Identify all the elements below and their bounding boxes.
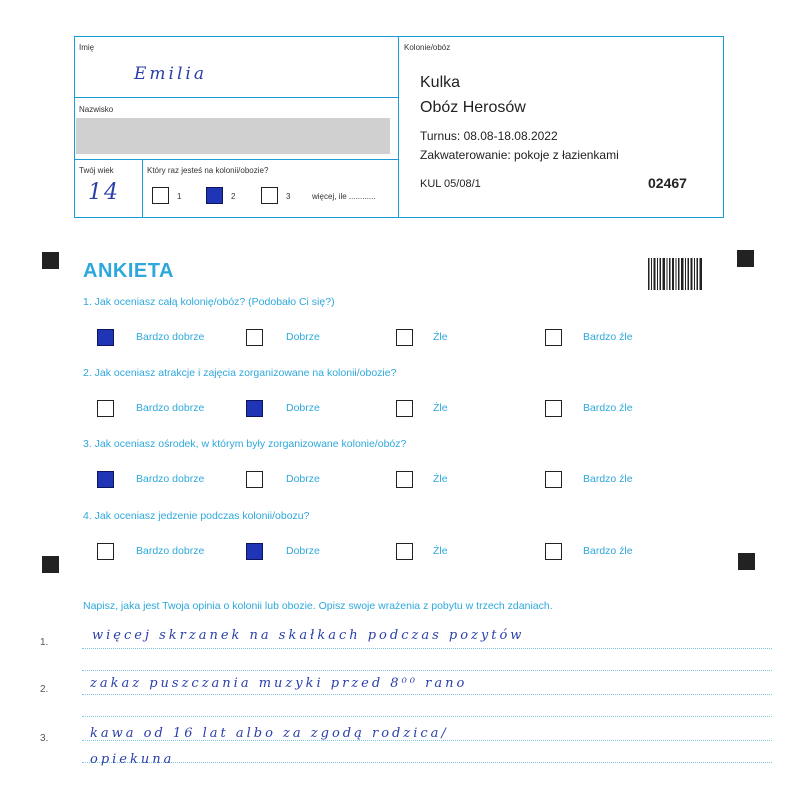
imie-label: Imię <box>79 43 95 52</box>
question-4-option-label: Źle <box>433 545 448 557</box>
question-3-option-label: Źle <box>433 473 448 485</box>
question-4-checkbox-4[interactable] <box>545 543 562 560</box>
survey-title: ANKIETA <box>83 260 174 282</box>
question-1-option-label: Bardzo dobrze <box>136 331 205 343</box>
opinion-dotted-line <box>82 762 772 763</box>
ktory-raz-label: Który raz jesteś na kolonii/obozie? <box>147 166 269 175</box>
registration-marker-mid-right <box>738 553 755 570</box>
opinion-dotted-line <box>82 670 772 671</box>
ktory-raz-checkbox-2[interactable] <box>206 187 223 204</box>
registration-marker-top-right <box>737 250 754 267</box>
nazwisko-label: Nazwisko <box>79 105 114 114</box>
opinion-line-number: 3. <box>40 733 49 744</box>
opinion-dotted-line <box>82 694 772 695</box>
opinion-line-number: 2. <box>40 684 49 695</box>
wiek-value[interactable]: 14 <box>88 180 120 205</box>
question-1-checkbox-2[interactable] <box>246 329 263 346</box>
nazwisko-separator <box>74 159 399 160</box>
opinion-line-number: 1. <box>40 637 49 648</box>
question-2-checkbox-3[interactable] <box>396 400 413 417</box>
kolonia-label: Kolonie/obóz <box>404 43 451 52</box>
question-3-checkbox-3[interactable] <box>396 471 413 488</box>
question-2-option-label: Źle <box>433 402 448 414</box>
question-3-checkbox-4[interactable] <box>545 471 562 488</box>
opinion-dotted-line <box>82 716 772 717</box>
question-4-text: 4. Jak oceniasz jedzenie podczas kolonii/obozu? <box>83 510 310 522</box>
kolonia-name: Kulka <box>420 74 461 91</box>
question-2-option-label: Bardzo źle <box>583 402 633 414</box>
zakwaterowanie-text: Zakwaterowanie: pokoje z łazienkami <box>420 148 619 162</box>
numer-text: 02467 <box>648 175 687 191</box>
question-2-checkbox-2[interactable] <box>246 400 263 417</box>
ktory-raz-option-2: 2 <box>231 192 236 201</box>
wiecej-label[interactable]: więcej, ile ............ <box>312 192 376 201</box>
registration-marker-mid-left <box>42 556 59 573</box>
question-3-checkbox-2[interactable] <box>246 471 263 488</box>
imie-value[interactable]: Emilia <box>134 64 207 84</box>
ktory-raz-checkbox-3[interactable] <box>261 187 278 204</box>
ktory-raz-option-3: 3 <box>286 192 291 201</box>
opinion-line-text[interactable]: więcej skrzanek na skałkach podczas pozytów <box>92 628 525 643</box>
turnus-text: Turnus: 08.08-18.08.2022 <box>420 129 558 143</box>
ktory-raz-option-1: 1 <box>177 192 182 201</box>
question-4-checkbox-3[interactable] <box>396 543 413 560</box>
imie-separator <box>74 97 399 98</box>
question-2-text: 2. Jak oceniasz atrakcje i zajęcia zorganizowane na kolonii/obozie? <box>83 367 397 379</box>
question-2-option-label: Bardzo dobrze <box>136 402 205 414</box>
barcode-icon <box>648 258 703 290</box>
question-4-option-label: Bardzo źle <box>583 545 633 557</box>
opinion-prompt: Napisz, jaka jest Twoja opinia o kolonii lub obozie. Opisz swoje wrażenia z pobytu w trzech zdaniach. <box>83 600 553 612</box>
question-3-option-label: Bardzo dobrze <box>136 473 205 485</box>
question-4-option-label: Dobrze <box>286 545 320 557</box>
nazwisko-redacted <box>76 118 390 154</box>
question-4-checkbox-1[interactable] <box>97 543 114 560</box>
wiek-label: Twój wiek <box>79 166 114 175</box>
question-3-checkbox-1[interactable] <box>97 471 114 488</box>
opinion-line-text[interactable]: opiekuna <box>90 752 175 767</box>
question-1-text: 1. Jak oceniasz całą kolonię/obóz? (Podobało Ci się?) <box>83 296 335 308</box>
question-2-option-label: Dobrze <box>286 402 320 414</box>
question-1-option-label: Źle <box>433 331 448 343</box>
header-divider <box>398 36 399 217</box>
question-3-option-label: Dobrze <box>286 473 320 485</box>
question-1-checkbox-3[interactable] <box>396 329 413 346</box>
opinion-dotted-line <box>82 648 772 649</box>
question-1-checkbox-1[interactable] <box>97 329 114 346</box>
question-4-checkbox-2[interactable] <box>246 543 263 560</box>
ktory-raz-checkbox-1[interactable] <box>152 187 169 204</box>
question-2-checkbox-4[interactable] <box>545 400 562 417</box>
registration-marker-top-left <box>42 252 59 269</box>
kod-text: KUL 05/08/1 <box>420 178 481 190</box>
kolonia-subtitle: Obóz Herosów <box>420 99 526 116</box>
opinion-line-text[interactable]: kawa od 16 lat albo za zgodą rodzica/ <box>90 726 449 741</box>
question-3-text: 3. Jak oceniasz ośrodek, w którym były zorganizowane kolonie/obóz? <box>83 438 407 450</box>
opinion-line-text[interactable]: zakaz puszczania muzyki przed 8⁰⁰ rano <box>90 676 468 691</box>
question-3-option-label: Bardzo źle <box>583 473 633 485</box>
question-4-option-label: Bardzo dobrze <box>136 545 205 557</box>
wiek-divider <box>142 159 143 217</box>
question-1-checkbox-4[interactable] <box>545 329 562 346</box>
question-1-option-label: Dobrze <box>286 331 320 343</box>
question-1-option-label: Bardzo źle <box>583 331 633 343</box>
question-2-checkbox-1[interactable] <box>97 400 114 417</box>
